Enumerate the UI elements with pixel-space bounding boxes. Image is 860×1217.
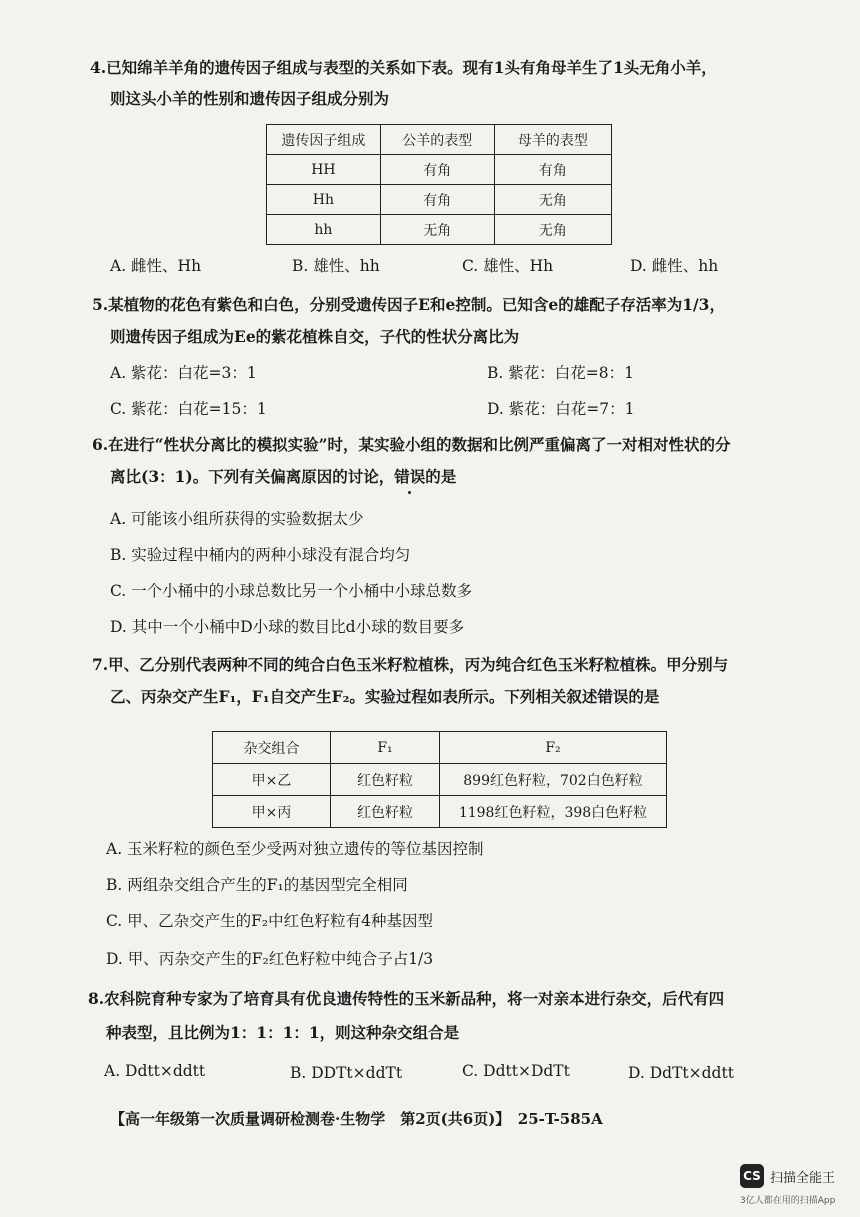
cs-logo-icon: CS <box>740 1164 764 1188</box>
q7-option-d: D. 甲、丙杂交产生的F₂红色籽粒中纯合子占1/3 <box>106 950 434 968</box>
q5-stem-line1: 5.某植物的花色有紫色和白色，分别受遗传因子E和e控制。已知含e的雄配子存活率为1/3， <box>92 295 725 314</box>
q6-stem-line1: 6.在进行“性状分离比的模拟实验”时，某实验小组的数据和比例严重偏离了一对相对性状的分 <box>92 435 731 454</box>
q4-table <box>266 124 612 245</box>
q4-option-d: D. 雌性、hh <box>630 257 719 275</box>
q7-stem-line2: 乙、丙杂交产生F₁，F₁自交产生F₂。实验过程如表所示。下列相关叙述错误的是 <box>110 687 660 706</box>
table-cell: hh <box>267 215 381 245</box>
q4-header-3: 母羊的表型 <box>494 125 611 155</box>
page-footer: 【高一年级第一次质量调研检测卷·生物学 第2页(共6页)】 25-T-585A <box>110 1110 603 1128</box>
q4-option-a: A. 雌性、Hh <box>110 257 202 275</box>
q8-option-c: C. Ddtt×DdTt <box>462 1062 570 1080</box>
q4-stem-line1: 4.已知绵羊羊角的遗传因子组成与表型的关系如下表。现有1头有角母羊生了1头无角小羊， <box>90 58 717 77</box>
table-cell: 甲×丙 <box>213 796 331 828</box>
q7-option-c: C. 甲、乙杂交产生的F₂中红色籽粒有4种基因型 <box>106 912 433 930</box>
q7-header-1: 杂交组合 <box>213 732 331 764</box>
table-row <box>213 796 667 828</box>
q8-stem-line1: 8.农科院育种专家为了培育具有优良遗传特性的玉米新品种，将一对亲本进行杂交，后代有四 <box>88 989 725 1008</box>
q7-header-3: F₂ <box>439 732 666 764</box>
q8-option-b: B. DDTt×ddTt <box>290 1064 403 1082</box>
table-cell: 无角 <box>494 215 611 245</box>
q8-option-d: D. DdTt×ddtt <box>628 1064 734 1082</box>
table-cell: 有角 <box>380 155 494 185</box>
q6-option-b: B. 实验过程中桶内的两种小球没有混合均匀 <box>110 546 411 564</box>
q6-option-a: A. 可能该小组所获得的实验数据太少 <box>110 510 364 528</box>
table-cell: Hh <box>267 185 381 215</box>
table-cell: HH <box>267 155 381 185</box>
table-cell: 有角 <box>494 155 611 185</box>
q8-option-a: A. Ddtt×ddtt <box>104 1062 206 1080</box>
q7-stem-line1: 7.甲、乙分别代表两种不同的纯合白色玉米籽粒植株，丙为纯合红色玉米籽粒植株。甲分别与 <box>92 655 729 674</box>
q5-stem-line2: 则遗传因子组成为Ee的紫花植株自交，子代的性状分离比为 <box>110 327 520 346</box>
table-cell: 红色籽粒 <box>331 764 440 796</box>
q6-stem-text-end: 的是 <box>425 467 457 486</box>
table-cell: 无角 <box>380 215 494 245</box>
table-row <box>267 155 612 185</box>
table-cell: 有角 <box>380 185 494 215</box>
q5-option-a: A. 紫花：白花=3：1 <box>110 364 257 382</box>
table-row <box>267 215 612 245</box>
scanner-tagline: 3亿人都在用的扫描App <box>740 1196 836 1206</box>
q7-option-a: A. 玉米籽粒的颜色至少受两对独立遗传的等位基因控制 <box>106 840 484 858</box>
q6-stem-text: 离比(3：1)。下列有关偏离原因的讨论， <box>110 467 395 486</box>
table-row <box>213 764 667 796</box>
q7-table <box>212 731 667 828</box>
q7-option-b: B. 两组杂交组合产生的F₁的基因型完全相同 <box>106 876 408 894</box>
q7-header-2: F₁ <box>331 732 440 764</box>
q4-option-c: C. 雄性、Hh <box>462 257 554 275</box>
q5-option-b: B. 紫花：白花=8：1 <box>487 364 634 382</box>
q6-stem-line2 <box>110 466 456 488</box>
q6-option-d: D. 其中一个小桶中D小球的数目比d小球的数目要多 <box>110 618 465 636</box>
table-cell: 红色籽粒 <box>331 796 440 828</box>
table-cell: 甲×乙 <box>213 764 331 796</box>
table-cell: 899红色籽粒，702白色籽粒 <box>439 764 666 796</box>
scanner-brand-name: 扫描全能王 <box>770 1170 836 1186</box>
q8-stem-line2: 种表型，且比例为1：1：1：1，则这种杂交组合是 <box>106 1023 460 1042</box>
q5-option-d: D. 紫花：白花=7：1 <box>487 400 635 418</box>
q4-header-1: 遗传因子组成 <box>267 125 381 155</box>
scanner-logo <box>740 1164 835 1188</box>
q5-option-c: C. 紫花：白花=15：1 <box>110 400 267 418</box>
table-row <box>267 185 612 215</box>
q4-stem-line2: 则这头小羊的性别和遗传因子组成分别为 <box>110 89 390 108</box>
table-cell: 1198红色籽粒，398白色籽粒 <box>439 796 666 828</box>
q4-header-2: 公羊的表型 <box>380 125 494 155</box>
q6-emphasis-text: 错误 <box>394 467 426 486</box>
q6-option-c: C. 一个小桶中的小球总数比另一个小桶中小球总数多 <box>110 582 473 600</box>
q4-option-b: B. 雄性、hh <box>292 257 380 275</box>
table-cell: 无角 <box>494 185 611 215</box>
